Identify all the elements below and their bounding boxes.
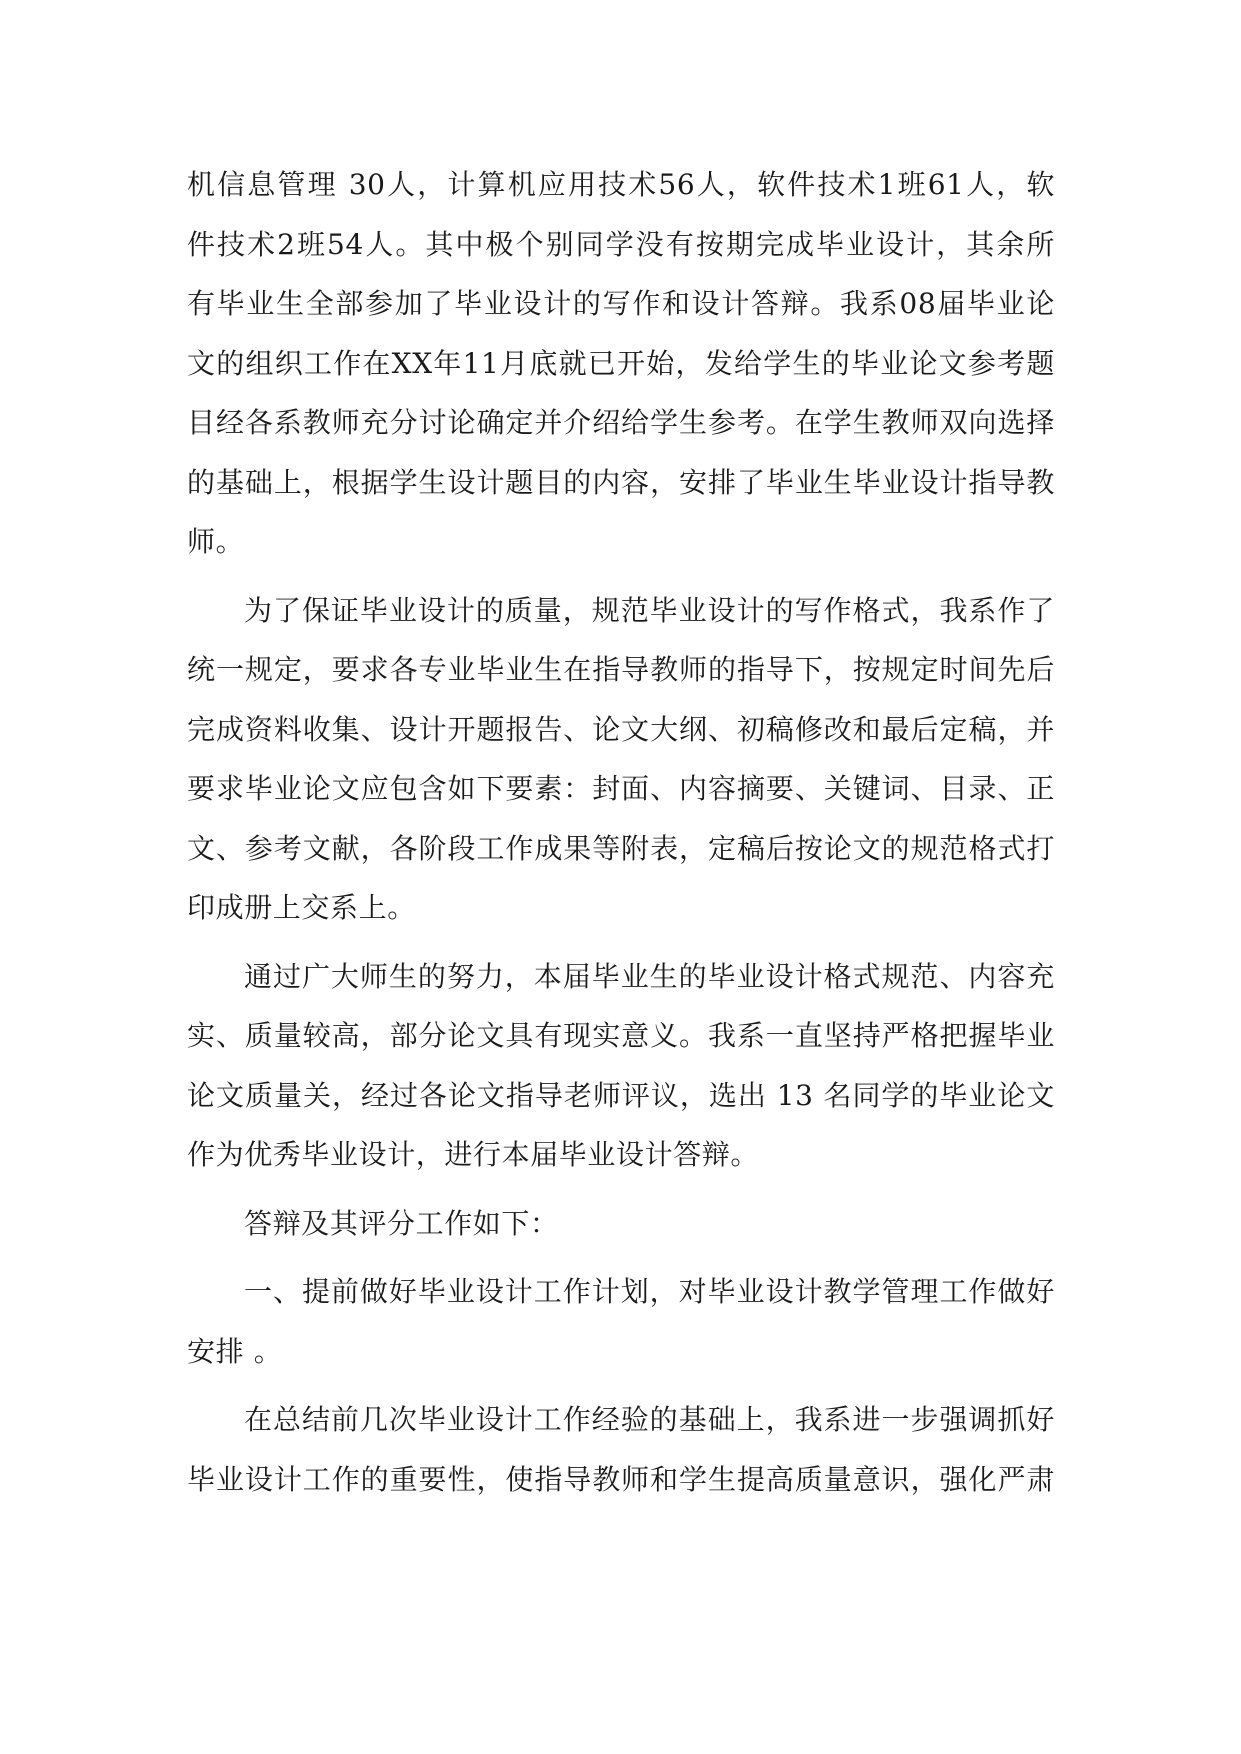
text-line: 目经各系教师充分讨论确定并介绍给学生参考。在学生教师双向选择: [187, 406, 1055, 439]
text-line: 的基础上，根据学生设计题目的内容，安排了毕业生毕业设计指导教: [187, 465, 1055, 499]
text-line: 为了保证毕业设计的质量，规范毕业设计的写作格式，我系作了: [244, 593, 1055, 627]
paragraph: [187, 1390, 1055, 1509]
paragraph-gap: [187, 938, 1055, 947]
paragraph: [187, 155, 1055, 572]
text-line: 一、提前做好毕业设计工作计划，对毕业设计教学管理工作做好: [244, 1275, 1055, 1308]
text-line: 统一规定，要求各专业毕业生在指导教师的指导下，按规定时间先后: [187, 653, 1055, 686]
text-line: 作为优秀毕业设计，进行本届毕业设计答辩。: [187, 1138, 760, 1171]
text-line: 实、质量较高，部分论文具有现实意义。我系一直坚持严格把握毕业: [187, 1019, 1055, 1052]
paragraph-gap: [187, 572, 1055, 581]
text-line: 安排 。: [187, 1334, 283, 1368]
text-line: 通过广大师生的努力，本届毕业生的毕业设计格式规范、内容充: [244, 959, 1055, 993]
text-line: 论文质量关，经过各论文指导老师评议，选出 13 名同学的毕业论文: [187, 1078, 1055, 1112]
text-line: 要求毕业论文应包含如下要素：封面、内容摘要、关键词、目录、正: [187, 772, 1055, 805]
document-body: [187, 155, 1055, 1509]
paragraph-gap: [187, 1381, 1055, 1390]
text-line: 答辩及其评分工作如下：: [244, 1206, 559, 1240]
paragraph: [187, 947, 1055, 1185]
text-line: 文的组织工作在XX年11月底就已开始，发给学生的毕业论文参考题: [187, 346, 1055, 380]
text-line: 印成册上交系上。: [187, 891, 416, 924]
text-line: 完成资料收集、设计开题报告、论文大纲、初稿修改和最后定稿，并: [187, 712, 1055, 746]
paragraph: [187, 1194, 1055, 1254]
paragraph-gap: [187, 1253, 1055, 1262]
text-line: 机信息管理 30人，计算机应用技术56人，软件技术1班61人，软: [187, 168, 1055, 201]
text-line: 毕业设计工作的重要性，使指导教师和学生提高质量意识，强化严肃: [187, 1462, 1055, 1496]
text-line: 师。: [187, 525, 245, 558]
paragraph-gap: [187, 1185, 1055, 1194]
paragraph: [187, 1262, 1055, 1381]
text-line: 有毕业生全部参加了毕业设计的写作和设计答辩。我系08届毕业论: [187, 287, 1055, 320]
text-line: 件技术2班54人。其中极个别同学没有按期完成毕业设计，其余所: [187, 227, 1055, 261]
paragraph: [187, 581, 1055, 938]
text-line: 在总结前几次毕业设计工作经验的基础上，我系进一步强调抓好: [244, 1403, 1055, 1436]
text-line: 文、参考文献，各阶段工作成果等附表，定稿后按论文的规范格式打: [187, 831, 1055, 865]
